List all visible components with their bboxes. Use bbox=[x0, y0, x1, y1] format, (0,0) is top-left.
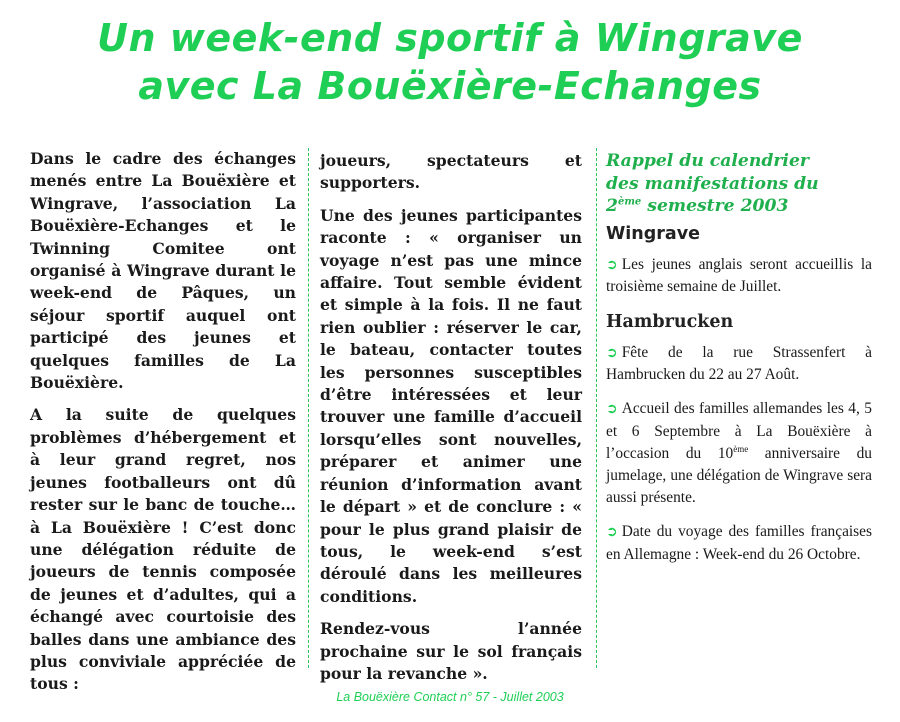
calendar-item: ➲ Les jeunes anglais seront accueillis la troisième semaine de Juillet. bbox=[606, 255, 872, 295]
paragraph-3: joueurs, spectateurs et supporters. bbox=[320, 151, 582, 193]
article-title bbox=[0, 14, 900, 110]
paragraph-2: A la suite de quelques problèmes d’hébergement et à leur grand regret, nos jeunes footballeurs ont dû rester sur le banc de touche… à La Bouëxière ! C’est donc une délégation réduite de joueurs de tennis composée de jeunes et d’adultes, qui a échangé avec courtoisie des balles dans une ambiance des plus conviviale appréciée de tous : bbox=[30, 405, 296, 694]
arrow-bullet-icon: ➲ bbox=[606, 256, 618, 273]
calendar-item: ➲ Date du voyage des familles françaises en Allemagne : Week-end du 26 Octobre. bbox=[606, 523, 872, 563]
article-column-2 bbox=[320, 150, 582, 695]
article-column-1 bbox=[30, 148, 296, 706]
paragraph-1: Dans le cadre des échanges menés entre La Bouëxière et Wingrave, l’association La Bouëxière-Echanges et le Twinning Comitee ont organisé à Wingrave durant le week-end de Pâques, un séjour sportif auquel ont participé des jeunes et quelques familles de La Bouëxière. bbox=[30, 149, 296, 393]
paragraph-5: Rendez-vous l’année prochaine sur le sol français pour la revanche ». bbox=[320, 619, 582, 683]
arrow-bullet-icon: ➲ bbox=[606, 524, 618, 541]
title-line-2: avec La Bouëxière-Echanges bbox=[138, 64, 762, 108]
column-divider-1 bbox=[308, 148, 309, 668]
calendar-item: ➲ Accueil des familles allemandes les 4, 5 et 6 Septembre à La Bouëxière à l’occasion du 10ème anniversaire du jumelage, une délégation de Wingrave sera aussi présente. bbox=[606, 400, 872, 507]
arrow-bullet-icon: ➲ bbox=[606, 401, 618, 418]
title-line-1: Un week-end sportif à Wingrave bbox=[97, 16, 803, 60]
section-heading-hambrucken: Hambrucken bbox=[606, 311, 734, 332]
calendar-sidebar bbox=[606, 150, 872, 578]
calendar-title: Rappel du calendrier des manifestations du 2ème semestre 2003 bbox=[606, 151, 819, 216]
section-heading-wingrave: Wingrave bbox=[606, 223, 701, 244]
paragraph-4: Une des jeunes participantes raconte : « organiser un voyage n’est pas une mince affaire. Tout semble évident et simple à la fois. Il ne faut rien oublier : réserver le car, le bateau, contacter toutes les personnes susceptibles d’être intéressées et leur trouver une famille d’accueil lorsqu’elles sont nouvelles, préparer et animer une réunion d’information avant le départ » et de conclure : « pour le plus grand plaisir de tous, le week-end s’est déroulé dans les meilleures conditions. bbox=[320, 205, 582, 606]
column-divider-2 bbox=[596, 148, 597, 668]
page-footer: La Bouëxière Contact n° 57 - Juillet 2003 bbox=[336, 690, 564, 704]
calendar-item: ➲ Fête de la rue Strassenfert à Hambrucken du 22 au 27 Août. bbox=[606, 343, 872, 384]
arrow-bullet-icon: ➲ bbox=[606, 344, 618, 361]
